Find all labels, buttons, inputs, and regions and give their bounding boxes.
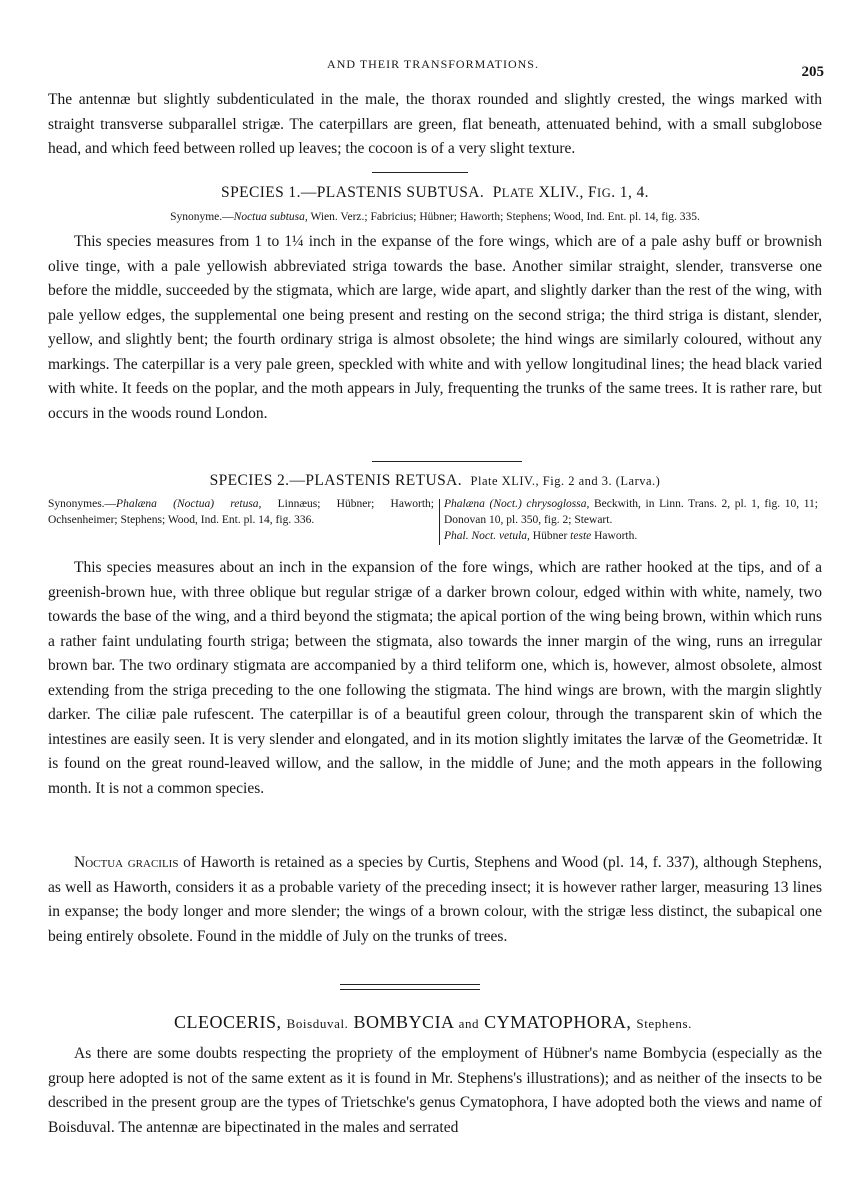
genus-heading-boisduval: Boisduval. xyxy=(286,1016,349,1031)
species1-synonym-rest: Wien. Verz.; Fabricius; Hübner; Haworth; Stephens; Wood, Ind. Ent. pl. 14, fig. 335. xyxy=(307,211,700,223)
gracilis-body: of Haworth is retained as a species by Curtis, Stephens and Wood (pl. 14, f. 337), although Stephens, as well as Haworth, considers it as a probable variety of the preceding insect; it is however rather larger, measuring 13 lines in expanse; the body longer and more slender; the wings of a brown colour, with the strigæ less distinct, the subapical one being entirely obsolete. Found in the middle of July on the trunks of trees. xyxy=(48,854,822,945)
species1-synonym xyxy=(48,209,822,225)
running-head: AND THEIR TRANSFORMATIONS. xyxy=(327,57,539,71)
section-divider xyxy=(372,172,468,173)
species2-syn-right-name: Phalæna (Noct.) chrysoglossa, xyxy=(444,498,590,510)
page-number: 205 xyxy=(801,64,824,80)
genus-heading-bombycia: BOMBYCIA xyxy=(348,1012,459,1032)
intro-paragraph: The antennæ but slightly subdenticulated in the male, the thorax rounded and slightly crested, the wings marked with straight transverse subparallel strigæ. The caterpillars are green, flat beneath, attenuated behind, with a small subglobose head, and which feed between rolled up leaves; the cocoon is of a very slight texture. xyxy=(48,91,822,157)
species1-plate-ig: IG xyxy=(597,186,612,200)
section-divider xyxy=(372,461,522,462)
species1-synonym-label: Synonyme.— xyxy=(170,211,234,223)
genus-heading-stephens: Stephens. xyxy=(636,1016,692,1031)
species2-heading-main: SPECIES 2.—PLASTENIS RETUSA. xyxy=(209,472,462,489)
species1-heading xyxy=(48,184,822,202)
species1-plate-fig: . 1, 4. xyxy=(611,184,649,201)
genus-heading-cymatophora: CYMATOPHORA, xyxy=(479,1012,637,1032)
gracilis-section xyxy=(48,851,822,949)
species2-syn-left-rest: Linnæus; Hübner; Haworth; Ochsenheimer; Stephens; Wood, Ind. Ent. pl. 14, fig. 336. xyxy=(48,498,434,526)
genus-heading-and: and xyxy=(458,1016,480,1031)
species2-section xyxy=(48,556,822,801)
species1-synonym-name: Noctua subtusa, xyxy=(233,211,308,223)
species2-heading-plate: Plate XLIV., Fig. 2 and 3. (Larva.) xyxy=(470,474,661,488)
genus-heading-cleoceris: CLEOCERIS, xyxy=(174,1012,287,1032)
species2-syn-right-rest: Beckwith, in Linn. Trans. 2, pl. 1, fig. 10, 11; Donovan 10, pl. 350, fig. 2; Stewart. xyxy=(444,498,818,526)
species1-heading-main: SPECIES 1.—PLASTENIS SUBTUSA. xyxy=(221,184,485,201)
closing-paragraph: As there are some doubts respecting the propriety of the employment of Hübner's name Bombycia (especially as the group here adopted is not of the same extent as it is found in Mr. Stephens's illustrations); and as neither of the insects to be described in the present group are the types of Trietschke's genus Cymatophora, I have adopted both the views and name of Boisduval. The antennæ are bipectinated in the males and serrated xyxy=(48,1045,822,1136)
species2-synonyms-right xyxy=(444,496,818,544)
species2-syn-left-name: Phalæna (Noctua) retusa, xyxy=(116,498,262,510)
species2-heading-block xyxy=(48,472,822,490)
species1-plate-num: XLIV., F xyxy=(534,184,598,201)
intro-section xyxy=(48,88,822,162)
species1-description: This species measures from 1 to 1¼ inch in the expanse of the fore wings, which are of a pale ashy buff or brownish olive tinge, with a pale yellowish abbreviated striga towards the base. Another similar straight, slender, transverse one before the middle, succeeded by the stigmata, which are large, wide apart, and slightly darker than the rest of the wing, with pale yellow edges, the supplemental one being present and resting on the second striga; the third striga is distant, slender, yellow, and slightly bent; the fourth ordinary striga is almost obsolete; the hind wings are similarly coloured, without any markings. The caterpillar is a very pale green, speckled with white and with yellow longitudinal lines; the head black varied with white. It feeds on the poplar, and the moth appears in July, frequenting the trunks of the same trees. It is rather rare, but occurs in the woods round London. xyxy=(48,233,822,422)
species1-section xyxy=(48,184,822,426)
species1-plate-p: P xyxy=(492,184,502,201)
closing-section xyxy=(48,1042,822,1140)
species2-syn-label: Synonymes.— xyxy=(48,498,117,510)
species2-heading xyxy=(48,472,822,490)
gracilis-lead: Noctua gracilis xyxy=(74,854,179,871)
species2-syn-right-end: Haworth. xyxy=(591,530,638,542)
synonym-column-divider xyxy=(439,499,440,545)
gracilis-paragraph xyxy=(48,851,822,949)
species2-synonyms-left xyxy=(48,496,434,528)
species2-syn-right-teste: teste xyxy=(570,530,592,542)
species2-syn-right-name2: Phal. Noct. vetula, xyxy=(444,530,530,542)
species2-description: This species measures about an inch in the expansion of the fore wings, which are rather hooked at the tips, and of a greenish-brown hue, with three oblique but regular strigæ of a darker brown colour, edged within with white, namely, two towards the base of the wing, and a third beyond the stigmata; the apical portion of the wing being brown, within which runs a rather faint undulating fourth striga; between the stigmata, also towards the inner margin of the wing, runs an irregular brown bar. The two ordinary stigmata are accompanied by a third teliform one, which is, however, almost obsolete, almost extending from the striga preceding to the one following the stigmata. The hind wings are brown, with the margin slightly darker. The ciliæ pale rufescent. The caterpillar is of a beautiful green colour, through the transparent skin of which the intestines are easily seen. It is very slender and elongated, and in its motion slightly imitates the larvæ of the Geometridæ. It is found on the great round-leaved willow, and the sallow, in the middle of June; and the moth appears in the following month. It is not a common species. xyxy=(48,559,822,797)
species2-syn-right-rest2: Hübner xyxy=(529,530,571,542)
species1-plate-late: LATE xyxy=(501,186,535,200)
genus-heading xyxy=(0,1012,866,1033)
double-rule-divider xyxy=(340,984,480,990)
